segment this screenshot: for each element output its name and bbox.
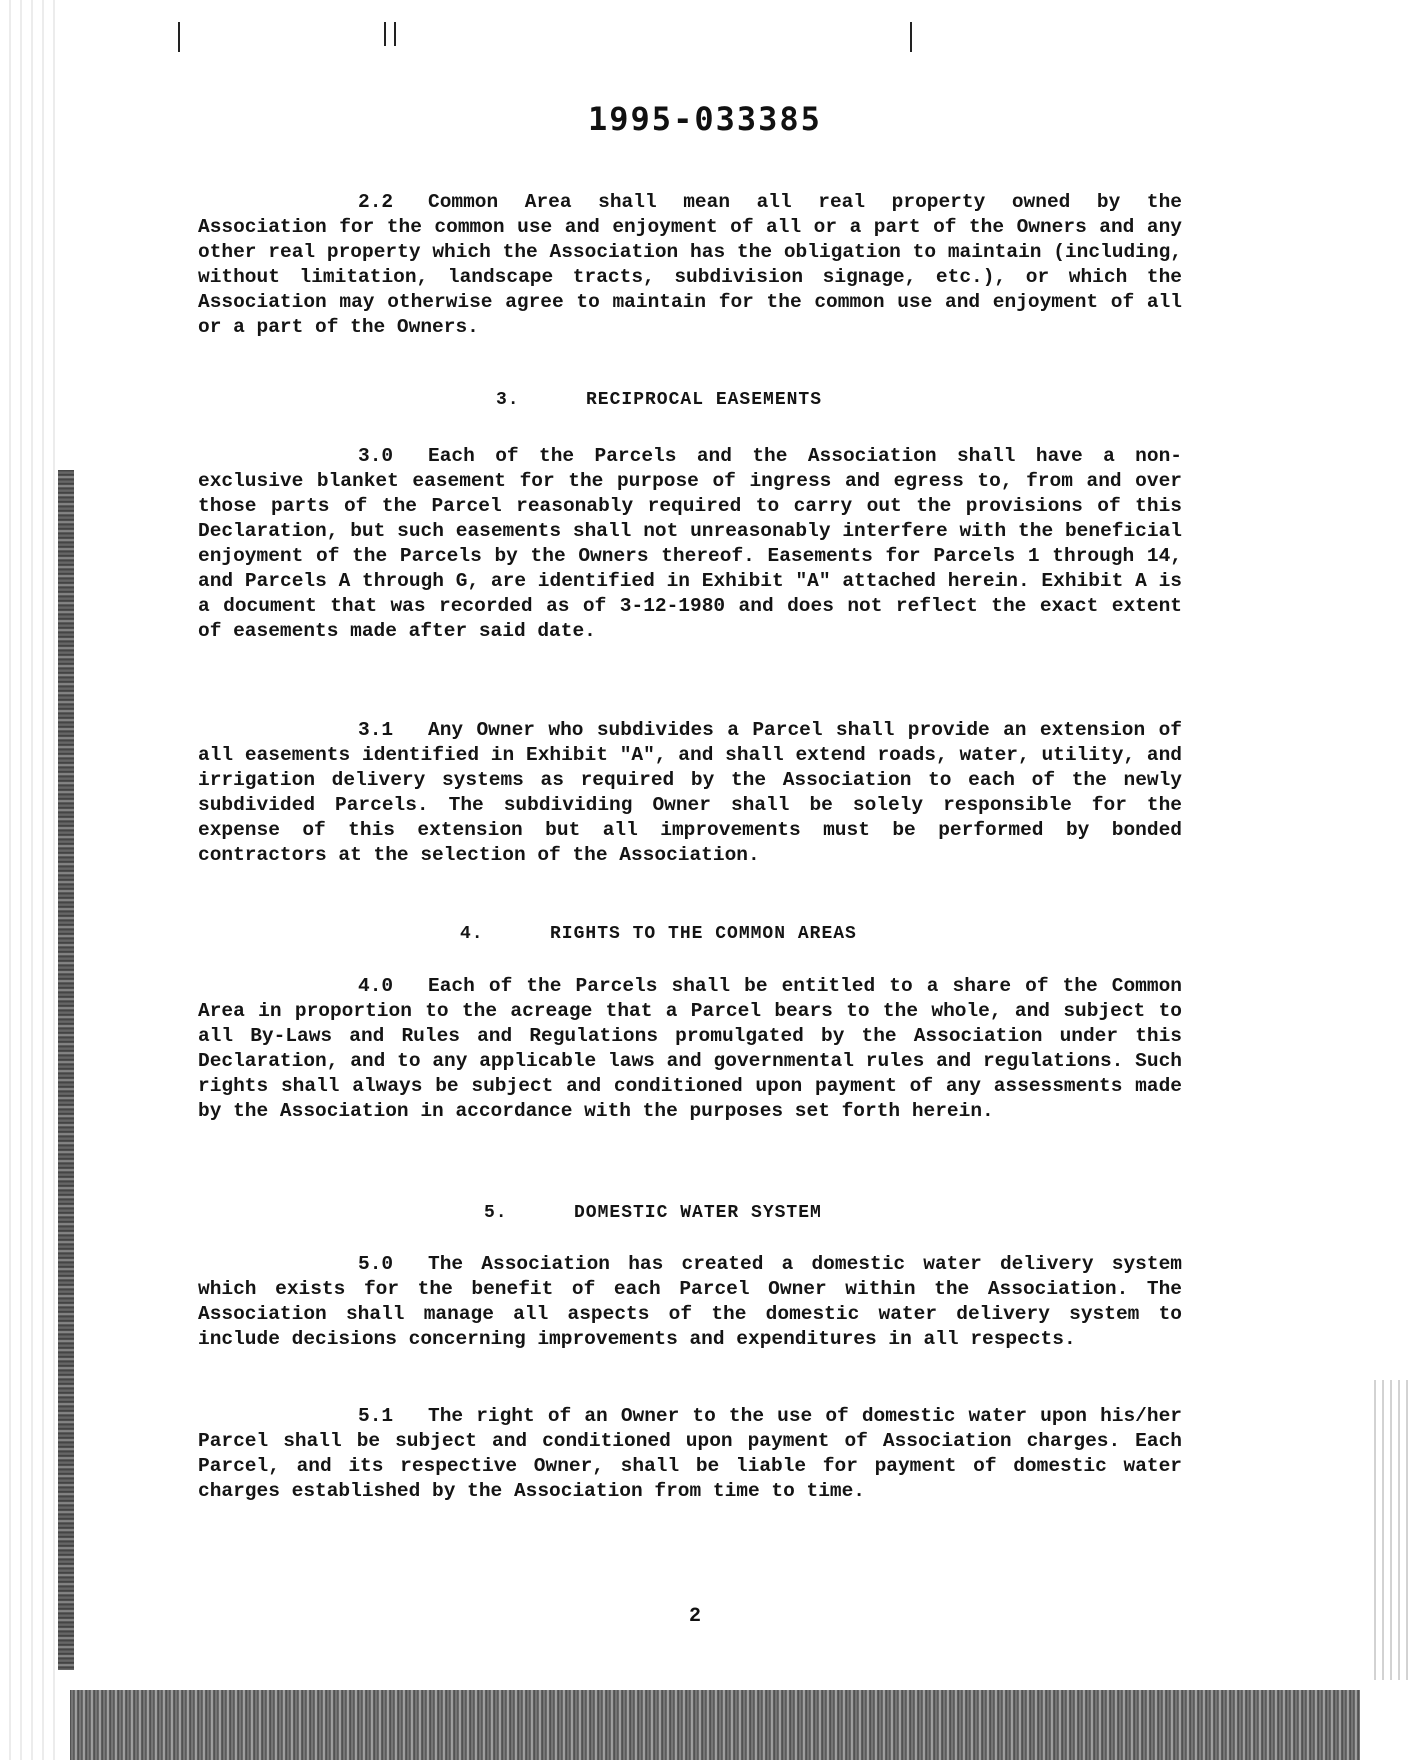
scan-edge-artifact-right <box>1368 1380 1408 1680</box>
paragraph-text: Any Owner who subdivides a Parcel shall provide an extension of all easements identified in Exhibit "A", and shall extend roads, water, utility, and irrigation delivery systems as required by the Association to each of the newly subdivided Parcels. The subdividing Owner shall be solely responsible for the expense of this extension but all improvements must be performed by bonded contractors at the selection of the Association. <box>198 719 1182 866</box>
section-3-0 <box>198 444 1182 644</box>
paragraph-text: The right of an Owner to the use of domestic water upon his/her Parcel shall be subject and conditioned upon payment of Association charges. Each Parcel, and its respective Owner, shall be liable for payment of domestic water charges established by the Association from time to time. <box>198 1405 1182 1502</box>
scan-mark <box>910 22 912 52</box>
scan-edge-shadow <box>58 470 74 1670</box>
section-heading-3 <box>496 390 822 410</box>
section-2-2 <box>198 190 1182 340</box>
paragraph-number: 2.2 <box>358 191 394 213</box>
heading-title: RECIPROCAL EASEMENTS <box>586 390 823 410</box>
paragraph-text: Each of the Parcels and the Association shall have a non-exclusive blanket easement for the purpose of ingress and egress to, from and over those parts of the Parcel reasonably required to carry out the provisions of this Declaration, but such easements shall not unreasonably interfere with the beneficial enjoyment of the Parcels by the Owners thereof. Easements for Parcels 1 through 14, and Parcels A through G, are identified in Exhibit "A" attached herein. Exhibit A is a document that was recorded as of 3-12-1980 and does not reflect the exact extent of easements made after said date. <box>198 445 1182 642</box>
paragraph <box>198 718 1182 868</box>
heading-number: 4. <box>460 924 484 944</box>
section-3-1 <box>198 718 1182 868</box>
heading-number: 3. <box>496 390 520 410</box>
paragraph-number: 4.0 <box>358 975 394 997</box>
section-4-0 <box>198 974 1182 1124</box>
paragraph-text: The Association has created a domestic water delivery system which exists for the benefit of each Parcel Owner within the Association. The Association shall manage all aspects of the domestic water delivery system to include decisions concerning improvements and expenditures in all respects. <box>198 1253 1182 1350</box>
paragraph-number: 3.0 <box>358 445 394 467</box>
scan-edge-artifact-bottom <box>70 1690 1360 1760</box>
page-number: 2 <box>689 1605 702 1628</box>
section-5-0 <box>198 1252 1182 1352</box>
paragraph <box>198 1252 1182 1352</box>
scan-edge-artifact-left <box>0 0 58 1760</box>
section-heading-4 <box>460 924 857 944</box>
paragraph <box>198 444 1182 644</box>
paragraph-number: 5.1 <box>358 1405 394 1427</box>
section-heading-5 <box>484 1203 822 1223</box>
paragraph-text: Each of the Parcels shall be entitled to a share of the Common Area in proportion to the acreage that a Parcel bears to the whole, and subject to all By-Laws and Rules and Regulations promulgated by the Association under this Declaration, and to any applicable laws and governmental rules and regulations. Such rights shall always be subject and conditioned upon payment of any assessments made by the Association in accordance with the purposes set forth herein. <box>198 975 1182 1122</box>
paragraph-number: 5.0 <box>358 1253 394 1275</box>
section-5-1 <box>198 1404 1182 1504</box>
paragraph-number: 3.1 <box>358 719 394 741</box>
heading-number: 5. <box>484 1203 508 1223</box>
paragraph <box>198 1404 1182 1504</box>
scan-mark <box>384 22 386 46</box>
heading-title: DOMESTIC WATER SYSTEM <box>574 1203 822 1223</box>
paragraph <box>198 974 1182 1124</box>
paragraph-text: Common Area shall mean all real property owned by the Association for the common use and enjoyment of all or a part of the Owners and any other real property which the Association has the obligation to maintain (including, without limitation, landscape tracts, subdivision signage, etc.), or which the Association may otherwise agree to maintain for the common use and enjoyment of all or a part of the Owners. <box>198 191 1182 338</box>
paragraph <box>198 190 1182 340</box>
document-recording-number: 1995-033385 <box>588 100 822 138</box>
scan-mark <box>178 22 180 52</box>
scan-mark <box>394 22 396 46</box>
heading-title: RIGHTS TO THE COMMON AREAS <box>550 924 857 944</box>
